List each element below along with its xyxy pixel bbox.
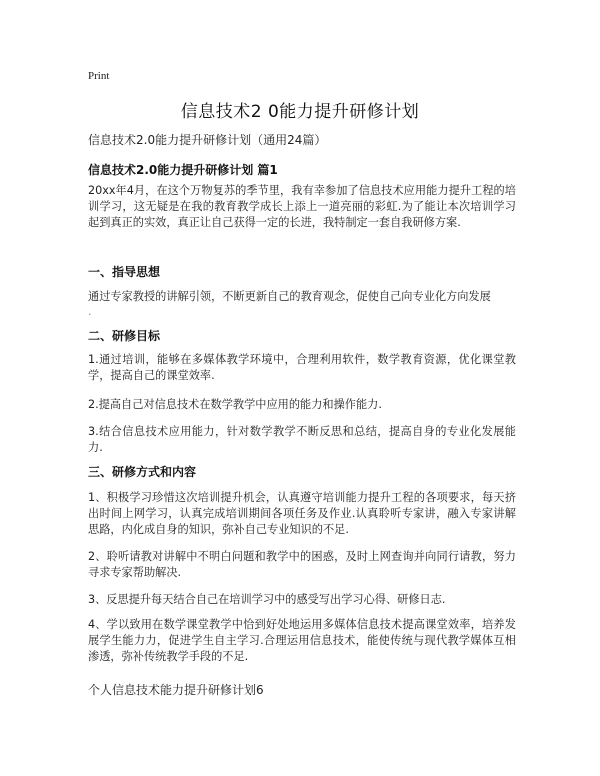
- guiding-ideology-paragraph: 通过专家教授的讲解引领，不断更新自己的教育观念，促使自己向专业化方向发展: [88, 290, 491, 303]
- document-subtitle: 信息技术2.0能力提升研修计划（通用24篇）: [88, 133, 327, 147]
- document-title: 信息技术2 0能力提升研修计划: [180, 102, 420, 122]
- section-heading-guiding-ideology: 一、指导思想: [88, 265, 161, 279]
- print-label[interactable]: Print: [88, 70, 110, 82]
- intro-paragraph: 20xx年4月，在这个万物复苏的季节里，我有幸参加了信息技术应用能力提升工程的培训学习，这无疑是在我的教育教学成长上添上一道亮丽的彩虹.为了能让本次培训学习起到真正的实效，真正让自己获得一定的长进，我特制定一套自我研修方案.: [88, 184, 516, 229]
- method-paragraph-3: 3、反思提升每天结合自己在培训学习中的感受写出学习心得、研修日志.: [88, 593, 446, 606]
- goal-paragraph-1: 1.通过培训，能够在多媒体教学环境中，合理利用软件，数学教育资源，优化课堂教学，提高自己的课堂效率.: [88, 353, 516, 382]
- method-paragraph-4: 4、学以致用在数学课堂教学中恰到好处地运用多媒体信息技术提高课堂效率，培养发展学生能力力，促进学生自主学习.合理运用信息技术，能使传统与现代教学媒体互相渗透，弥补传统教学手段的不足.: [88, 618, 516, 663]
- goal-paragraph-3: 3.结合信息技术应用能力，针对数学教学不断反思和总结，提高自身的专业化发展能力.: [88, 425, 516, 454]
- section-heading-goals: 二、研修目标: [88, 329, 161, 343]
- next-article-heading: 个人信息技术能力提升研修计划6: [88, 683, 264, 697]
- goal-paragraph-2: 2.提高自己对信息技术在数学教学中应用的能力和操作能力.: [88, 398, 382, 411]
- method-paragraph-1: 1、积极学习珍惜这次培训提升机会，认真遵守培训能力提升工程的各项要求，每天挤出时间上网学习，认真完成培训期间各项任务及作业.认真聆听专家讲，融入专家讲解思路，内化成自身的知识，弥补自己专业知识的不足.: [88, 491, 516, 536]
- paragraph-trailing-mark: .: [88, 305, 92, 318]
- method-paragraph-2: 2、聆听请教对讲解中不明白问题和教学中的困惑，及时上网查询并向同行请教，努力寻求专家帮助解决.: [88, 550, 516, 579]
- section-heading-methods: 三、研修方式和内容: [88, 465, 197, 479]
- article-heading: 信息技术2.0能力提升研修计划 篇1: [88, 163, 278, 177]
